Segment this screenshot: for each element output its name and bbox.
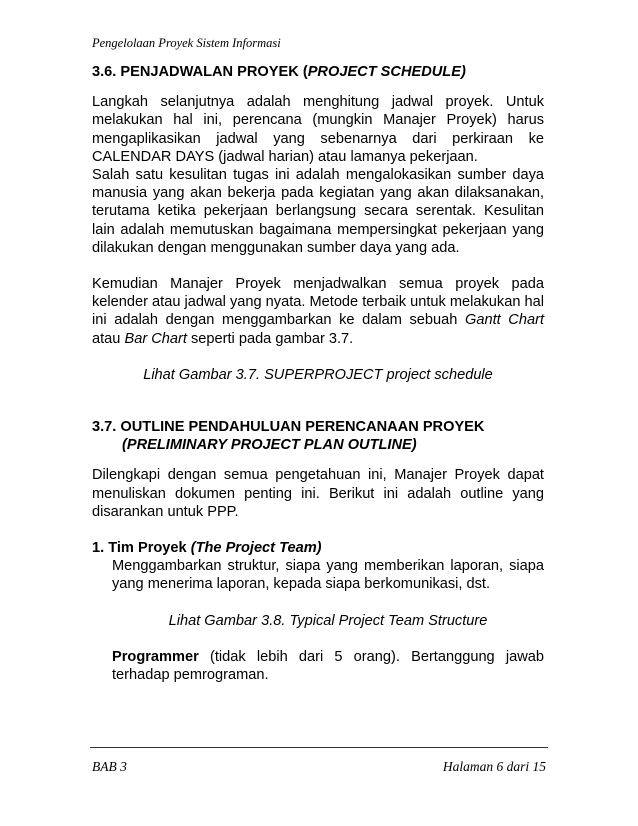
page-content [92, 63, 544, 684]
footer-chapter: BAB 3 [92, 759, 127, 774]
gantt-chart-term: Gantt Chart [465, 312, 544, 329]
programmer-term: Programmer [112, 648, 199, 665]
section-37-subtitle: (PRELIMINARY PROJECT PLAN OUTLINE) [122, 437, 417, 454]
section-36-paragraph-3 [92, 275, 544, 348]
para3-text-c: seperti pada gambar 3.7. [186, 330, 354, 347]
section-36-heading [92, 63, 544, 81]
footer-divider [90, 747, 548, 748]
section-36-paragraph-2: Salah satu kesulitan tugas ini adalah mengalokasikan sumber daya manusia yang akan bekerja pada kegiatan yang akan dilaksanakan, terutama ketika pekerjaan berlangsung secara serentak. Kesulitan lain adalah memutuskan bagaimana mempersingkat pekerjaan yang dilakukan dengan menggunakan sumber daya yang ada. [92, 167, 544, 256]
item-1-label-italic: (The Project Team) [190, 540, 322, 557]
item-1-text: Menggambarkan struktur, siapa yang memberikan laporan, siapa yang menerima laporan, kepada siapa berkomunikasi, dst. [112, 558, 544, 593]
item-1-label: 1. Tim Proyek [92, 540, 191, 557]
para3-text-a: Kemudian Manajer Proyek menjadwalkan semua proyek pada kelender atau jadwal yang nyata. Metode terbaik untuk melakukan hal ini adalah dengan menggambarkan ke dalam sebuah [92, 276, 544, 329]
para3-text-b: atau [92, 330, 125, 347]
section-36-title-italic: PROJECT SCHEDULE) [307, 64, 466, 80]
section-36-title: 3.6. PENJADWALAN PROYEK ( [92, 64, 308, 80]
item-1-heading [92, 539, 544, 557]
section-37-heading [92, 418, 544, 454]
running-header: Pengelolaan Proyek Sistem Informasi [92, 36, 281, 50]
figure-3-8-caption: Lihat Gambar 3.8. Typical Project Team Structure [168, 612, 488, 629]
section-37-title: 3.7. OUTLINE PENDAHULUAN PERENCANAAN PROYEK [92, 419, 485, 436]
footer-page-number: Halaman 6 dari 15 [442, 759, 546, 774]
programmer-paragraph [92, 648, 544, 684]
bar-chart-term: Bar Chart [124, 330, 187, 347]
figure-3-7-caption: Lihat Gambar 3.7. SUPERPROJECT project schedule [143, 366, 493, 383]
section-36-paragraph-1: Langkah selanjutnya adalah menghitung jadwal proyek. Untuk melakukan hal ini, perencana (mungkin Manajer Proyek) harus mengaplikasikan jadwal yang sebenarnya dari perkiraan ke CALENDAR DAYS (jadwal harian) atau lamanya pekerjaan. [92, 94, 544, 165]
section-37-paragraph-1: Dilengkapi dengan semua pengetahuan ini, Manajer Proyek dapat menuliskan dokumen penting ini. Berikut ini adalah outline yang disarankan untuk PPP. [92, 467, 544, 520]
programmer-text: (tidak lebih dari 5 orang). Bertanggung jawab terhadap pemrograman. [112, 648, 544, 684]
